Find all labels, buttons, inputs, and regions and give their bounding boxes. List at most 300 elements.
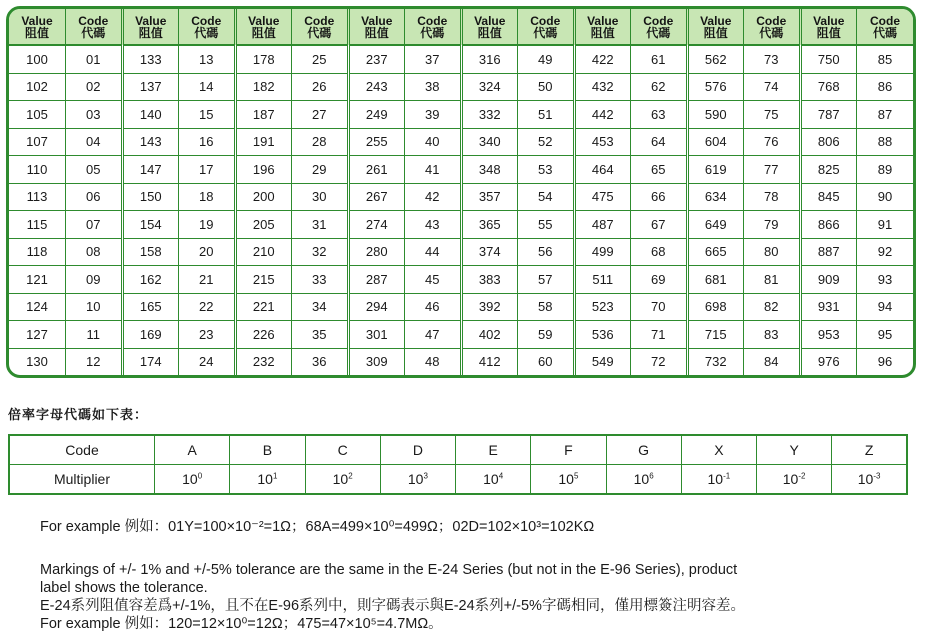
multiplier-exponent: 6 <box>649 471 654 481</box>
code-cell: 03 <box>66 101 123 129</box>
code-cell: 88 <box>857 128 914 156</box>
resistance-value-cell: 287 <box>348 266 405 294</box>
value-header-en: Value <box>474 14 506 28</box>
code-cell: 69 <box>631 266 688 294</box>
resistance-value-cell: 825 <box>800 156 857 184</box>
resistance-value-cell: 750 <box>800 45 857 73</box>
resistance-value-cell: 866 <box>800 211 857 239</box>
code-cell: 51 <box>518 101 575 129</box>
code-cell: 95 <box>857 321 914 349</box>
multiplier-base: 10 <box>483 471 499 487</box>
resistance-value-cell: 442 <box>574 101 631 129</box>
multiplier-table <box>8 434 908 495</box>
code-cell: 83 <box>744 321 801 349</box>
table-row <box>9 45 913 73</box>
value-header-cn: 阻值 <box>251 26 276 40</box>
tolerance-note-line-1: Markings of +/- 1% and +/-5% tolerance are the same in the E-24 Series (but not in the E-96 Series), product <box>40 562 738 578</box>
resistance-value-cell: 909 <box>800 266 857 294</box>
value-header-cn: 阻值 <box>24 26 49 40</box>
resistance-value-cell: 191 <box>235 128 292 156</box>
value-header-en: Value <box>813 14 845 28</box>
code-cell: 54 <box>518 183 575 211</box>
resistance-value-cell: 102 <box>9 73 66 101</box>
multiplier-value-cell <box>757 465 832 495</box>
code-cell: 05 <box>66 156 123 184</box>
resistance-value-cell: 787 <box>800 101 857 129</box>
resistance-value-cell: 255 <box>348 128 405 156</box>
code-cell: 17 <box>179 156 236 184</box>
value-header-cn: 阻值 <box>816 26 841 40</box>
value-column-header <box>574 9 631 45</box>
resistance-value-cell: 107 <box>9 128 66 156</box>
code-cell: 48 <box>405 348 462 375</box>
resistance-value-cell: 340 <box>461 128 518 156</box>
multiplier-base: 10 <box>707 471 724 487</box>
code-cell: 39 <box>405 101 462 129</box>
code-cell: 14 <box>179 73 236 101</box>
resistance-value-cell: 499 <box>574 238 631 266</box>
multiplier-value-cell <box>832 465 907 495</box>
value-header-en: Value <box>700 14 732 28</box>
code-cell: 10 <box>66 293 123 321</box>
resistance-value-cell: 576 <box>687 73 744 101</box>
resistance-value-cell: 453 <box>574 128 631 156</box>
code-row-label: Code <box>9 435 155 465</box>
resistance-value-cell: 221 <box>235 293 292 321</box>
resistance-value-cell: 210 <box>235 238 292 266</box>
multiplier-exponent: 4 <box>498 471 504 481</box>
code-cell: 72 <box>631 348 688 375</box>
multiplier-value-cell <box>230 465 305 495</box>
multiplier-exponent: -1 <box>723 471 731 481</box>
resistance-value-cell: 140 <box>122 101 179 129</box>
resistance-value-cell: 294 <box>348 293 405 321</box>
resistance-value-cell: 124 <box>9 293 66 321</box>
resistance-value-cell: 324 <box>461 73 518 101</box>
resistance-value-cell: 665 <box>687 238 744 266</box>
code-header-cn: 代碼 <box>307 26 332 40</box>
code-cell: 12 <box>66 348 123 375</box>
resistance-value-cell: 383 <box>461 266 518 294</box>
multiplier-code-cell: C <box>305 435 380 465</box>
multiplier-value-cell <box>606 465 681 495</box>
resistance-value-cell: 715 <box>687 321 744 349</box>
code-cell: 16 <box>179 128 236 156</box>
code-cell: 23 <box>179 321 236 349</box>
resistance-value-cell: 698 <box>687 293 744 321</box>
multiplier-exponent: 2 <box>348 471 353 481</box>
code-cell: 34 <box>292 293 349 321</box>
code-cell: 73 <box>744 45 801 73</box>
code-cell: 50 <box>518 73 575 101</box>
code-cell: 28 <box>292 128 349 156</box>
multiplier-exponent: 1 <box>272 471 278 481</box>
resistance-value-cell: 332 <box>461 101 518 129</box>
resistance-value-cell: 158 <box>122 238 179 266</box>
resistance-value-cell: 261 <box>348 156 405 184</box>
example-note-2: For example 例如：120=12×10⁰=12Ω；475=47×10⁵=4.7MΩ。 <box>40 616 443 632</box>
resistance-value-cell: 301 <box>348 321 405 349</box>
code-cell: 62 <box>631 73 688 101</box>
code-cell: 71 <box>631 321 688 349</box>
resistance-value-cell: 100 <box>9 45 66 73</box>
value-column-header <box>9 9 66 45</box>
code-cell: 02 <box>66 73 123 101</box>
code-cell: 46 <box>405 293 462 321</box>
table-row <box>9 321 913 349</box>
multiplier-base: 10 <box>633 471 650 487</box>
value-column-header <box>800 9 857 45</box>
resistance-value-cell: 634 <box>687 183 744 211</box>
value-header-en: Value <box>248 14 280 28</box>
multiplier-row-label: Multiplier <box>9 465 155 495</box>
code-cell: 09 <box>66 266 123 294</box>
code-cell: 80 <box>744 238 801 266</box>
resistance-value-cell: 178 <box>235 45 292 73</box>
multiplier-code-cell: Z <box>832 435 907 465</box>
code-cell: 79 <box>744 211 801 239</box>
code-cell: 77 <box>744 156 801 184</box>
multiplier-value-cell <box>380 465 455 495</box>
multiplier-value-cell <box>305 465 380 495</box>
code-cell: 13 <box>179 45 236 73</box>
code-cell: 49 <box>518 45 575 73</box>
resistance-value-cell: 590 <box>687 101 744 129</box>
code-cell: 59 <box>518 321 575 349</box>
code-header-en: Code <box>756 14 787 28</box>
code-column-header <box>405 9 462 45</box>
multiplier-base: 10 <box>332 471 349 487</box>
tolerance-note-line-2: label shows the tolerance. <box>40 580 208 596</box>
resistance-value-cell: 475 <box>574 183 631 211</box>
table-row <box>9 348 913 375</box>
code-cell: 27 <box>292 101 349 129</box>
table-row <box>9 293 913 321</box>
multiplier-exponent: 3 <box>423 471 428 481</box>
code-header-en: Code <box>530 14 561 28</box>
multiplier-code-cell: B <box>230 435 305 465</box>
code-header-en: Code <box>191 14 222 28</box>
resistance-value-cell: 243 <box>348 73 405 101</box>
code-cell: 21 <box>179 266 236 294</box>
eia96-code-table-frame <box>6 6 916 378</box>
code-header-cn: 代碼 <box>420 26 445 40</box>
resistance-value-cell: 249 <box>348 101 405 129</box>
code-header-cn: 代碼 <box>759 26 784 40</box>
resistance-value-cell: 464 <box>574 156 631 184</box>
example-note-1: For example 例如：01Y=100×10⁻²=1Ω；68A=499×10⁰=499Ω；02D=102×10³=102KΩ <box>40 519 595 535</box>
code-cell: 30 <box>292 183 349 211</box>
code-header-en: Code <box>870 14 900 28</box>
code-cell: 93 <box>857 266 914 294</box>
value-header-en: Value <box>135 14 167 28</box>
resistance-value-cell: 133 <box>122 45 179 73</box>
resistance-value-cell: 422 <box>574 45 631 73</box>
code-cell: 68 <box>631 238 688 266</box>
resistance-value-cell: 280 <box>348 238 405 266</box>
code-cell: 31 <box>292 211 349 239</box>
code-header-cn: 代碼 <box>194 26 219 40</box>
table-row <box>9 73 913 101</box>
resistance-value-cell: 523 <box>574 293 631 321</box>
table-row <box>9 101 913 129</box>
multiplier-table-frame <box>8 434 908 495</box>
resistance-value-cell: 182 <box>235 73 292 101</box>
code-cell: 58 <box>518 293 575 321</box>
code-cell: 43 <box>405 211 462 239</box>
value-header-cn: 阻值 <box>138 26 163 40</box>
resistance-value-cell: 432 <box>574 73 631 101</box>
resistance-value-cell: 402 <box>461 321 518 349</box>
value-header-cn: 阻值 <box>590 26 615 40</box>
code-cell: 04 <box>66 128 123 156</box>
resistance-value-cell: 887 <box>800 238 857 266</box>
code-cell: 53 <box>518 156 575 184</box>
code-cell: 94 <box>857 293 914 321</box>
code-cell: 57 <box>518 266 575 294</box>
code-cell: 26 <box>292 73 349 101</box>
multiplier-base: 10 <box>857 471 874 487</box>
code-cell: 63 <box>631 101 688 129</box>
code-cell: 24 <box>179 348 236 375</box>
table-row <box>9 266 913 294</box>
resistance-value-cell: 196 <box>235 156 292 184</box>
table-row <box>9 211 913 239</box>
code-cell: 08 <box>66 238 123 266</box>
code-cell: 45 <box>405 266 462 294</box>
resistance-value-cell: 649 <box>687 211 744 239</box>
code-cell: 18 <box>179 183 236 211</box>
resistance-value-cell: 931 <box>800 293 857 321</box>
code-cell: 01 <box>66 45 123 73</box>
resistance-value-cell: 511 <box>574 266 631 294</box>
code-cell: 82 <box>744 293 801 321</box>
resistance-value-cell: 113 <box>9 183 66 211</box>
resistance-value-cell: 154 <box>122 211 179 239</box>
code-cell: 35 <box>292 321 349 349</box>
resistance-value-cell: 374 <box>461 238 518 266</box>
resistance-value-cell: 105 <box>9 101 66 129</box>
code-cell: 78 <box>744 183 801 211</box>
code-header-cn: 代碼 <box>81 26 106 40</box>
resistance-value-cell: 267 <box>348 183 405 211</box>
resistance-value-cell: 976 <box>800 348 857 375</box>
resistance-value-cell: 165 <box>122 293 179 321</box>
multiplier-heading: 倍率字母代碼如下表： <box>8 407 149 422</box>
code-cell: 87 <box>857 101 914 129</box>
code-header-cn: 代碼 <box>646 26 671 40</box>
code-cell: 91 <box>857 211 914 239</box>
resistance-value-cell: 487 <box>574 211 631 239</box>
code-column-header <box>179 9 236 45</box>
multiplier-base: 10 <box>182 471 198 487</box>
code-column-header <box>66 9 123 45</box>
table-row <box>9 238 913 266</box>
code-header-en: Code <box>78 14 109 28</box>
multiplier-code-cell: X <box>681 435 756 465</box>
resistance-value-cell: 274 <box>348 211 405 239</box>
resistance-value-cell: 412 <box>461 348 518 375</box>
code-cell: 64 <box>631 128 688 156</box>
resistance-value-cell: 226 <box>235 321 292 349</box>
resistance-value-cell: 127 <box>9 321 66 349</box>
code-cell: 25 <box>292 45 349 73</box>
code-cell: 84 <box>744 348 801 375</box>
value-header-en: Value <box>361 14 393 28</box>
multiplier-exponent: -2 <box>798 471 806 481</box>
code-cell: 52 <box>518 128 575 156</box>
code-cell: 74 <box>744 73 801 101</box>
value-header-cn: 阻值 <box>364 26 389 40</box>
code-cell: 96 <box>877 354 893 370</box>
table-row <box>9 156 913 184</box>
resistance-value-cell: 162 <box>122 266 179 294</box>
code-cell: 32 <box>292 238 349 266</box>
multiplier-exponent: 5 <box>573 471 579 481</box>
resistance-value-cell: 732 <box>687 348 744 375</box>
multiplier-code-cell: Y <box>757 435 832 465</box>
code-cell: 76 <box>744 128 801 156</box>
multiplier-base: 10 <box>558 471 574 487</box>
resistance-value-cell: 174 <box>122 348 179 375</box>
resistance-value-cell: 604 <box>687 128 744 156</box>
code-cell: 66 <box>631 183 688 211</box>
code-cell: 67 <box>631 211 688 239</box>
code-cell: 81 <box>744 266 801 294</box>
code-cell: 06 <box>66 183 123 211</box>
resistance-value-cell: 200 <box>235 183 292 211</box>
code-cell: 07 <box>66 211 123 239</box>
resistance-value-cell: 316 <box>461 45 518 73</box>
multiplier-exponent: -3 <box>873 471 881 481</box>
multiplier-value-cell <box>155 465 230 495</box>
resistance-value-cell: 137 <box>122 73 179 101</box>
resistance-value-cell: 150 <box>122 183 179 211</box>
resistance-value-cell: 681 <box>687 266 744 294</box>
code-cell: 41 <box>405 156 462 184</box>
value-column-header <box>235 9 292 45</box>
code-cell: 56 <box>518 238 575 266</box>
code-cell: 65 <box>631 156 688 184</box>
value-header-en: Value <box>21 14 53 28</box>
code-cell: 38 <box>405 73 462 101</box>
multiplier-value-cell <box>531 465 606 495</box>
resistance-value-cell: 806 <box>800 128 857 156</box>
multiplier-exponent: 0 <box>197 471 203 481</box>
code-column-header <box>292 9 349 45</box>
resistance-value-cell: 121 <box>9 266 66 294</box>
code-column-header <box>857 9 914 45</box>
resistance-value-cell: 365 <box>461 211 518 239</box>
code-cell: 55 <box>518 211 575 239</box>
resistance-value-cell: 357 <box>461 183 518 211</box>
resistance-value-cell: 147 <box>122 156 179 184</box>
multiplier-value-cell <box>456 465 531 495</box>
code-cell: 47 <box>405 321 462 349</box>
eia96-code-table <box>9 9 913 375</box>
code-header-en: Code <box>643 14 674 28</box>
code-cell: 90 <box>857 183 914 211</box>
code-cell: 15 <box>179 101 236 129</box>
multiplier-code-cell: G <box>606 435 681 465</box>
multiplier-code-cell: D <box>380 435 455 465</box>
code-cell: 60 <box>518 348 575 375</box>
resistance-value-cell: 115 <box>9 211 66 239</box>
value-column-header <box>348 9 405 45</box>
code-cell: 22 <box>179 293 236 321</box>
value-column-header <box>687 9 744 45</box>
resistance-value-cell: 309 <box>348 348 405 375</box>
value-header-cn: 阻值 <box>703 26 728 40</box>
resistance-value-cell: 143 <box>122 128 179 156</box>
multiplier-code-cell: A <box>155 435 230 465</box>
resistance-value-cell: 953 <box>800 321 857 349</box>
resistance-value-cell: 215 <box>235 266 292 294</box>
code-cell: 75 <box>744 101 801 129</box>
resistance-value-cell: 549 <box>574 348 631 375</box>
resistance-value-cell: 536 <box>574 321 631 349</box>
value-header-cn: 阻值 <box>477 26 502 40</box>
value-header-en: Value <box>587 14 619 28</box>
table-row <box>9 183 913 211</box>
resistance-value-cell: 118 <box>9 238 66 266</box>
code-cell: 29 <box>292 156 349 184</box>
code-cell: 42 <box>405 183 462 211</box>
code-cell: 44 <box>405 238 462 266</box>
multiplier-base: 10 <box>257 471 273 487</box>
multiplier-code-cell: E <box>456 435 531 465</box>
resistance-value-cell: 845 <box>800 183 857 211</box>
resistance-value-cell: 232 <box>235 348 292 375</box>
resistance-value-cell: 768 <box>800 73 857 101</box>
code-cell: 37 <box>405 45 462 73</box>
code-column-header <box>744 9 801 45</box>
resistance-value-cell: 130 <box>9 348 66 375</box>
code-column-header <box>518 9 575 45</box>
value-column-header <box>122 9 179 45</box>
tolerance-note-chinese: E-24系列阻值容差爲+/-1%，且不在E-96系列中，則字碼表示與E-24系列+/-5%字碼相同，僅用標簽注明容差。 <box>40 598 745 614</box>
code-cell: 40 <box>405 128 462 156</box>
code-header-en: Code <box>417 14 448 28</box>
resistance-value-cell: 562 <box>687 45 744 73</box>
code-cell: 11 <box>66 321 123 349</box>
value-column-header <box>461 9 518 45</box>
multiplier-base: 10 <box>782 471 799 487</box>
code-header-en: Code <box>304 14 335 28</box>
resistance-value-cell: 392 <box>461 293 518 321</box>
code-cell: 85 <box>857 45 914 73</box>
code-cell: 86 <box>857 73 914 101</box>
resistance-value-cell: 169 <box>122 321 179 349</box>
code-column-header <box>631 9 688 45</box>
resistance-value-cell: 619 <box>687 156 744 184</box>
code-cell: 70 <box>631 293 688 321</box>
resistance-value-cell: 348 <box>461 156 518 184</box>
code-cell: 20 <box>179 238 236 266</box>
code-header-cn: 代碼 <box>533 26 558 40</box>
code-cell: 61 <box>631 45 688 73</box>
code-cell: 33 <box>292 266 349 294</box>
code-cell: 19 <box>179 211 236 239</box>
multiplier-base: 10 <box>407 471 424 487</box>
resistance-value-cell: 205 <box>235 211 292 239</box>
resistance-value-cell: 110 <box>9 156 66 184</box>
code-cell: 36 <box>292 348 349 375</box>
multiplier-code-cell: F <box>531 435 606 465</box>
code-cell: 92 <box>857 238 914 266</box>
table-row <box>9 128 913 156</box>
resistance-value-cell: 187 <box>235 101 292 129</box>
